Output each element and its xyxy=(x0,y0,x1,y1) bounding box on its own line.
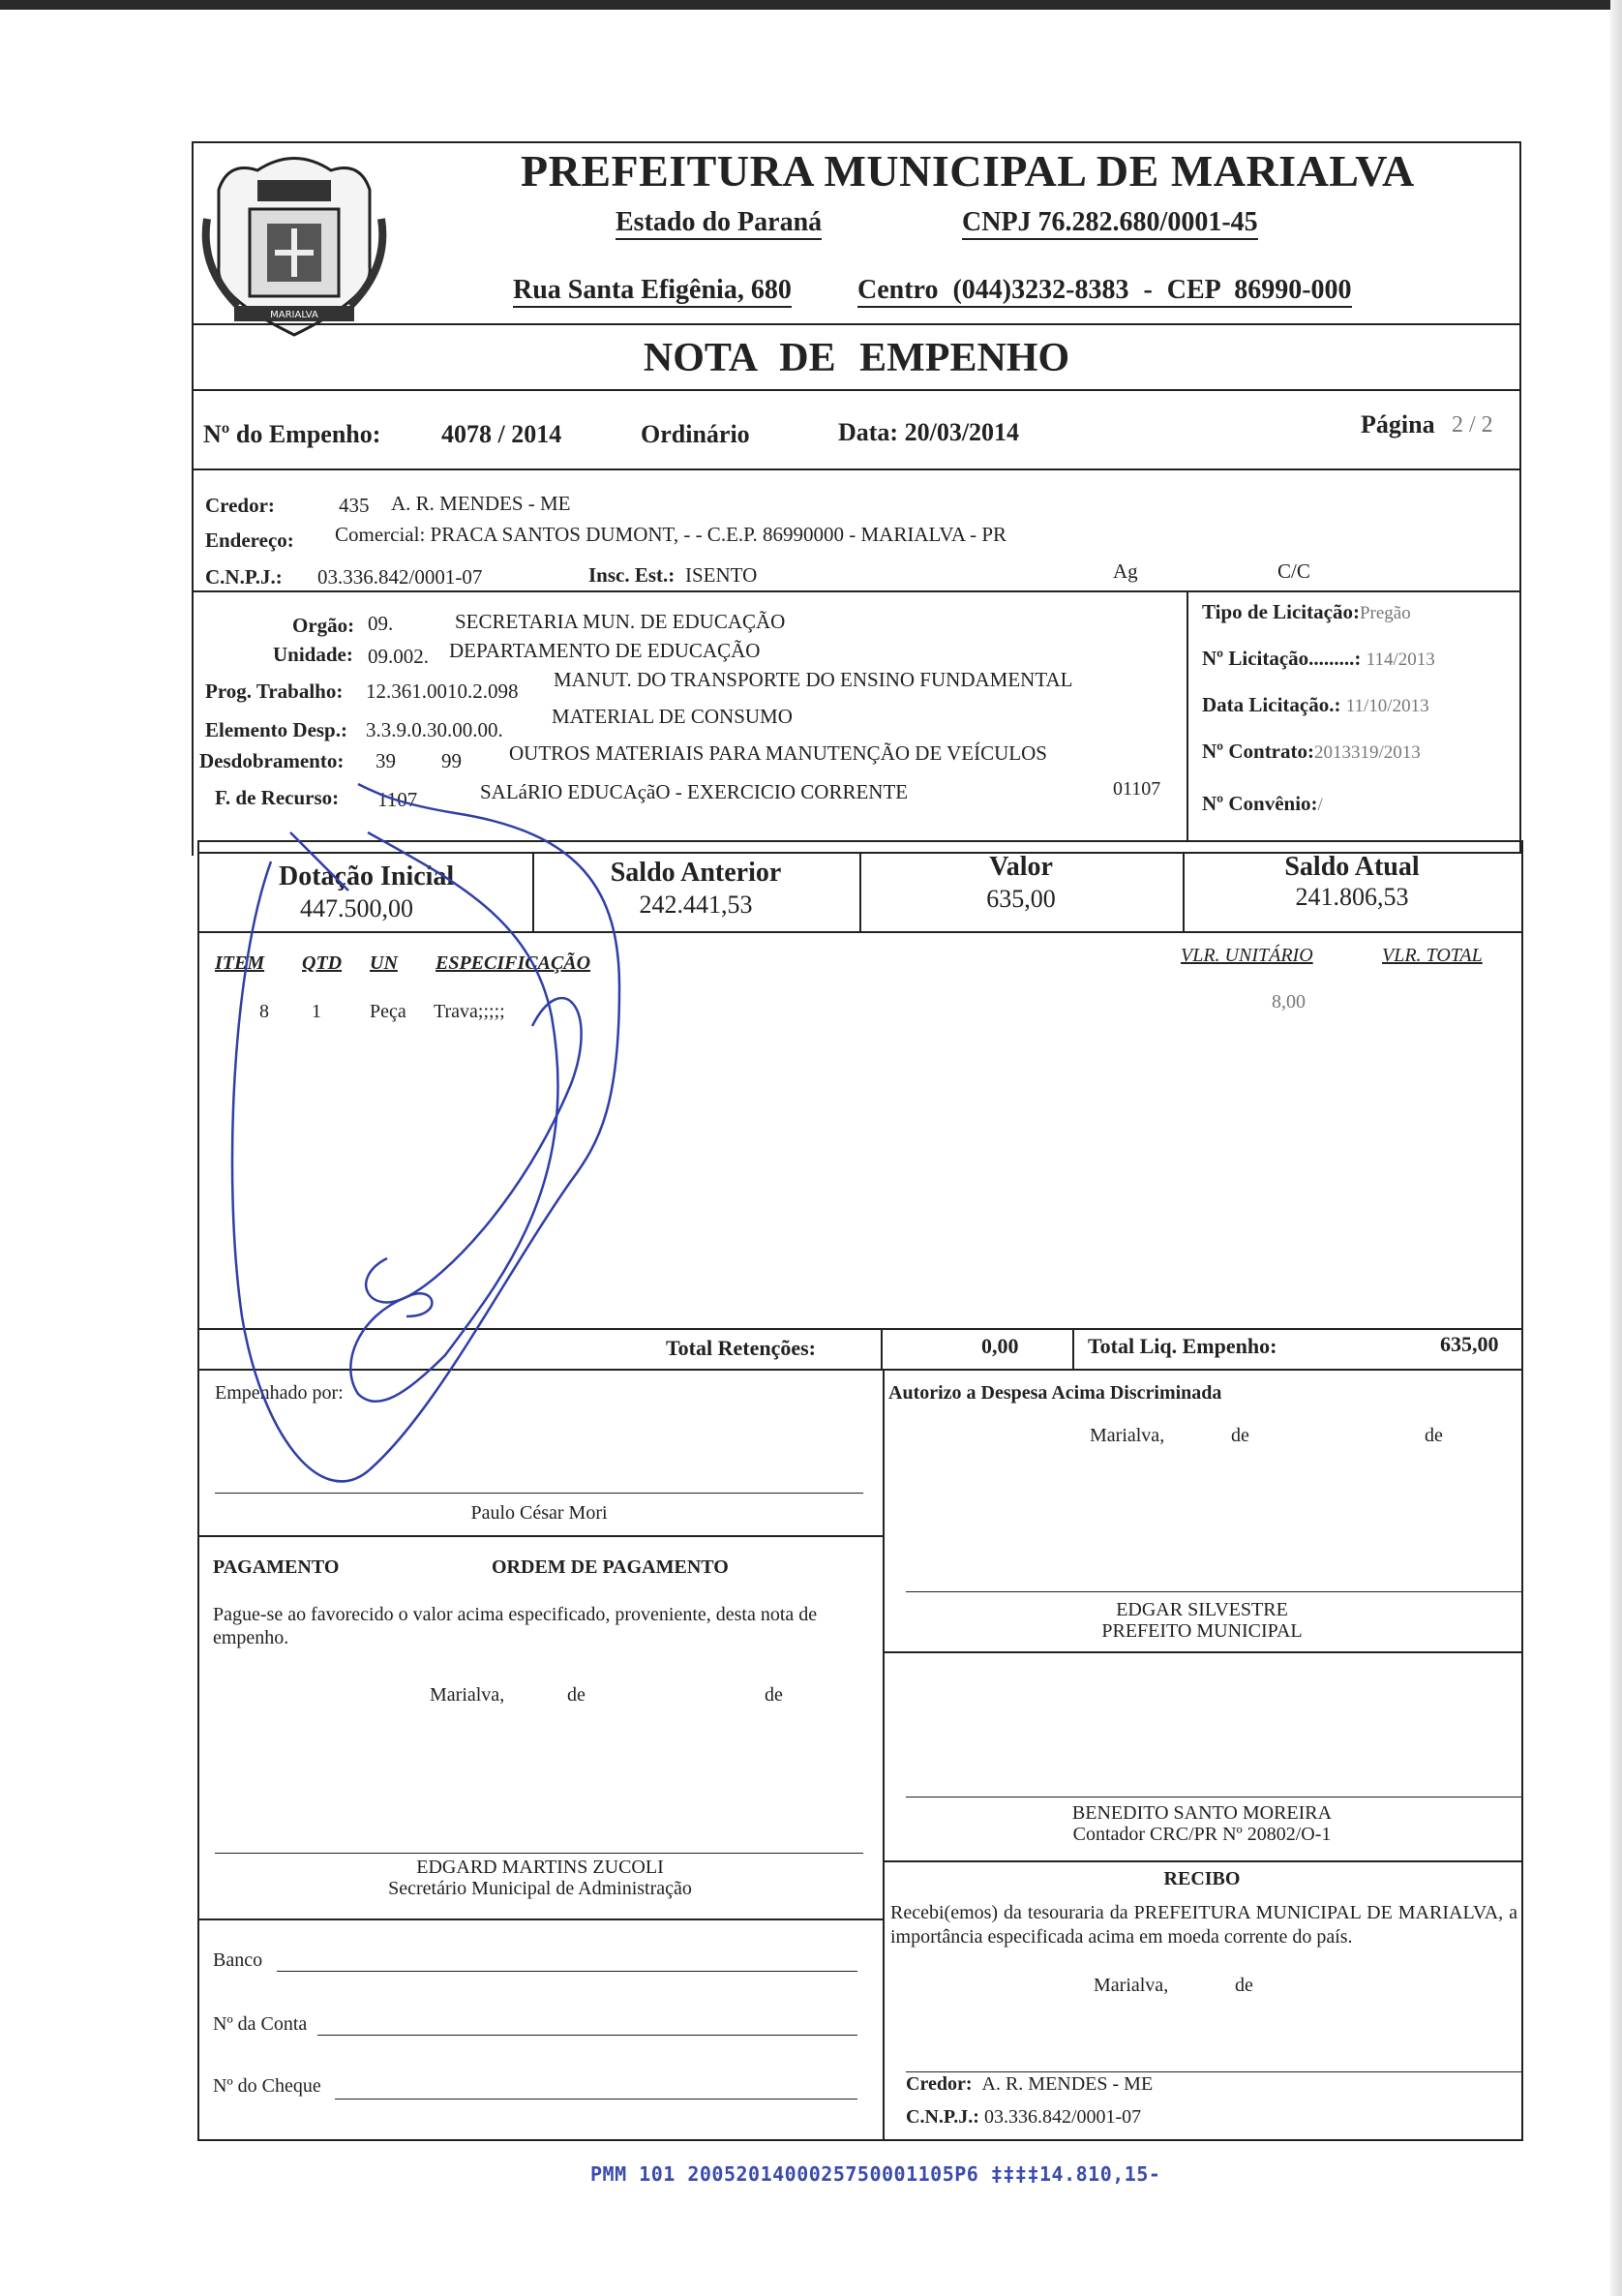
cnpj-field-label: C.N.P.J.: xyxy=(205,565,283,589)
phone-cep-label: Centro (044)3232-8383 - CEP 86990-000 xyxy=(857,275,1352,308)
address-label: Rua Santa Efigênia, 680 xyxy=(513,275,792,308)
elem-label: Elemento Desp.: xyxy=(205,718,347,741)
recibo-city: Marialva, xyxy=(1094,1975,1169,1996)
cnpj-label: CNPJ 76.282.680/0001-45 xyxy=(962,207,1258,240)
empenhado-label: Empenhado por: xyxy=(215,1382,344,1404)
divider xyxy=(883,1651,1521,1653)
table-row-espec: Trava;;;;; xyxy=(434,1001,505,1022)
signature-line xyxy=(906,2071,1521,2072)
frame-left-upper xyxy=(192,141,194,856)
insc-value: ISENTO xyxy=(685,563,758,587)
prog-label: Prog. Trabalho: xyxy=(205,680,344,703)
scan-right-edge xyxy=(1610,0,1622,2296)
credor-code: 435 xyxy=(339,494,370,517)
dotacao-value: 447.500,00 xyxy=(300,894,413,922)
pagamento-de1: de xyxy=(567,1684,586,1706)
conta-label: Nº da Conta xyxy=(213,2013,308,2035)
elem-code: 3.3.9.0.30.00.00. xyxy=(366,718,503,741)
atual-value: 241.806,53 xyxy=(1295,883,1409,911)
frame-left xyxy=(197,840,199,2141)
credor-label: Credor: xyxy=(205,494,275,517)
divider xyxy=(192,323,1521,325)
svg-text:MARIALVA: MARIALVA xyxy=(270,310,318,320)
col-espec: ESPECIFICAÇÃO xyxy=(436,952,591,974)
empenho-date: Data: 20/03/2014 xyxy=(838,418,1020,446)
recurso-label: F. de Recurso: xyxy=(215,786,340,809)
atual-label: Saldo Atual xyxy=(1284,852,1420,882)
convenio-number: Nº Convênio:/ xyxy=(1202,792,1323,815)
anterior-label: Saldo Anterior xyxy=(610,858,782,888)
anterior-value: 242.441,53 xyxy=(639,891,753,919)
dotacao-label: Dotação Inicial xyxy=(279,861,455,891)
divider xyxy=(192,389,1521,391)
ordem-label: ORDEM DE PAGAMENTO xyxy=(492,1556,729,1578)
unidade-label: Unidade: xyxy=(273,643,353,666)
orgao-name: SECRETARIA MUN. DE EDUCAÇÃO xyxy=(455,610,786,633)
valor-value: 635,00 xyxy=(986,885,1056,913)
pagamento-de2: de xyxy=(765,1684,783,1706)
divider-vertical xyxy=(881,1328,883,1369)
divider xyxy=(192,468,1521,470)
desd-label: Desdobramento: xyxy=(199,749,345,772)
col-vunit: VLR. UNITÁRIO xyxy=(1181,945,1313,966)
recurso-name: SALáRIO EDUCAçãO - EXERCICIO CORRENTE xyxy=(480,780,909,803)
divider-vertical xyxy=(883,1369,885,2141)
valor-label: Valor xyxy=(989,852,1053,882)
signature-line xyxy=(215,1853,863,1854)
secretario-title: Secretário Municipal de Administração xyxy=(388,1878,692,1899)
autorizo-de1: de xyxy=(1231,1425,1249,1446)
licitacao-type: Tipo de Licitação:Pregão xyxy=(1202,600,1411,623)
col-item: ITEM xyxy=(215,952,265,974)
table-row-item: 8 xyxy=(259,1001,269,1022)
orgao-code: 09. xyxy=(368,612,394,635)
page-label: Página xyxy=(1361,410,1435,438)
table-row-qtd: 1 xyxy=(312,1001,321,1022)
credor-name: A. R. MENDES - ME xyxy=(391,492,571,515)
table-row-un: Peça xyxy=(370,1001,406,1022)
recibo-text: Recebi(emos) da tesouraria da PREFEITURA MUNICIPAL DE MARIALVA, a importância especificada acima em moeda corrente do país. xyxy=(890,1902,1517,1948)
divider xyxy=(883,1860,1521,1862)
autorizo-city: Marialva, xyxy=(1090,1425,1165,1446)
empenho-label: Nº do Empenho: xyxy=(203,420,381,448)
recibo-credor: Credor: A. R. MENDES - ME xyxy=(906,2073,1154,2095)
handwritten-signature xyxy=(213,774,677,1491)
footer-code: PMM 101 2005201400025750001105P6 ‡‡‡‡14.810,15- xyxy=(590,2162,1161,2186)
desd-code2: 99 xyxy=(441,749,462,772)
divider xyxy=(197,1535,883,1537)
cheque-field xyxy=(335,2099,857,2100)
secretario-name: EDGARD MARTINS ZUCOLI xyxy=(416,1857,664,1878)
recibo-de: de xyxy=(1235,1975,1253,1996)
banco-label: Banco xyxy=(213,1949,263,1971)
unidade-code: 09.002. xyxy=(368,645,429,668)
frame-top xyxy=(192,141,1521,143)
col-un: UN xyxy=(370,952,398,974)
signature-line xyxy=(215,1493,863,1494)
autorizo-label: Autorizo a Despesa Acima Discriminada xyxy=(888,1382,1222,1404)
liquido-label: Total Liq. Empenho: xyxy=(1088,1334,1277,1358)
retencoes-value: 0,00 xyxy=(981,1334,1019,1358)
recibo-label: RECIBO xyxy=(1163,1868,1241,1889)
liquido-value: 635,00 xyxy=(1440,1332,1499,1356)
prefeito-name: EDGAR SILVESTRE xyxy=(1116,1599,1288,1620)
empenho-number: 4078 / 2014 xyxy=(441,420,562,448)
prog-code: 12.361.0010.2.098 xyxy=(366,680,519,703)
frame-right xyxy=(1521,840,1523,2141)
autorizo-de2: de xyxy=(1425,1425,1443,1446)
elem-name: MATERIAL DE CONSUMO xyxy=(552,705,793,728)
divider-vertical xyxy=(1072,1328,1074,1369)
pague-text: Pague-se ao favorecido o valor acima especificado, proveniente, desta nota de empenho. xyxy=(213,1604,818,1648)
empenhado-name: Paulo César Mori xyxy=(470,1502,608,1524)
state-label: Estado do Paraná xyxy=(616,207,822,240)
signature-line xyxy=(906,1591,1521,1592)
cc-label: C/C xyxy=(1277,559,1310,583)
pagamento-city: Marialva, xyxy=(430,1684,505,1706)
recurso-code: 1107 xyxy=(377,788,418,811)
licitacao-date: Data Licitação.: 11/10/2013 xyxy=(1202,693,1429,716)
address-field-label: Endereço: xyxy=(205,529,294,552)
unidade-name: DEPARTAMENTO DE EDUCAÇÃO xyxy=(449,639,761,662)
recurso-extra: 01107 xyxy=(1113,778,1161,800)
ag-label: Ag xyxy=(1113,559,1138,583)
pagamento-label: PAGAMENTO xyxy=(213,1556,340,1578)
retencoes-label: Total Retenções: xyxy=(666,1336,816,1360)
frame-bottom xyxy=(197,2139,1523,2141)
divider xyxy=(197,1918,883,1920)
coat-of-arms-icon xyxy=(199,151,389,341)
orgao-label: Orgão: xyxy=(292,614,355,637)
credor-cnpj: 03.336.842/0001-07 xyxy=(317,565,483,589)
empenho-type: Ordinário xyxy=(641,420,750,448)
signature-line xyxy=(906,1797,1521,1798)
recibo-cnpj: C.N.P.J.: 03.336.842/0001-07 xyxy=(906,2106,1142,2128)
credor-address: Comercial: PRACA SANTOS DUMONT, - - C.E.P. 86990000 - MARIALVA - PR xyxy=(335,523,1007,546)
desd-name: OUTROS MATERIAIS PARA MANUTENÇÃO DE VEÍCULOS xyxy=(509,741,1047,765)
divider xyxy=(192,590,1521,592)
scan-top-edge xyxy=(0,0,1622,10)
col-vtotal: VLR. TOTAL xyxy=(1382,945,1483,966)
document-title: NOTA DE EMPENHO xyxy=(643,336,1070,380)
licitacao-number: Nº Licitação.........: 114/2013 xyxy=(1202,647,1435,670)
divider-vertical xyxy=(1186,590,1188,842)
page-number: 2 / 2 xyxy=(1452,412,1493,438)
contador-name: BENEDITO SANTO MOREIRA xyxy=(1071,1802,1333,1824)
contrato-number: Nº Contrato:2013319/2013 xyxy=(1202,740,1421,763)
table-row-vtotal: 8,00 xyxy=(1272,991,1306,1012)
page-title: PREFEITURA MUNICIPAL DE MARIALVA xyxy=(521,146,1415,196)
banco-field xyxy=(277,1971,857,1972)
frame-right-upper xyxy=(1519,141,1521,852)
cheque-label: Nº do Cheque xyxy=(213,2075,321,2097)
insc-label: Insc. Est.: xyxy=(588,563,676,587)
prog-name: MANUT. DO TRANSPORTE DO ENSINO FUNDAMENTAL xyxy=(554,668,1073,691)
contador-title: Contador CRC/PR Nº 20802/O-1 xyxy=(1072,1824,1332,1845)
conta-field xyxy=(317,2035,857,2036)
desd-code1: 39 xyxy=(375,749,396,772)
col-qtd: QTD xyxy=(302,952,343,974)
prefeito-title: PREFEITO MUNICIPAL xyxy=(1101,1620,1303,1642)
